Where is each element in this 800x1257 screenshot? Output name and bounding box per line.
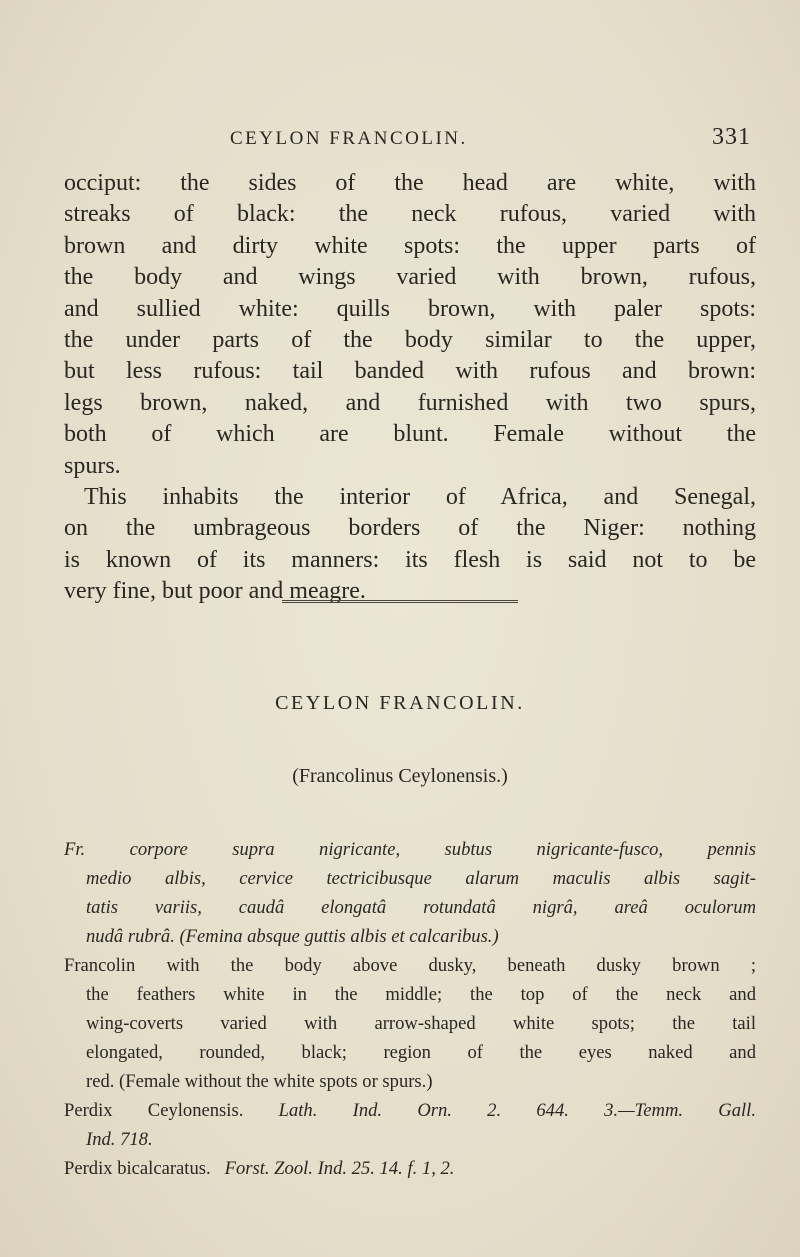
text-line: both of which are blunt. Female without the [64, 421, 756, 448]
synonym-name: Perdix Ceylonensis. [64, 1100, 244, 1121]
latin-line: tatis variis, caudâ elongatâ rotundatâ nigrâ, areâ oculorum [86, 897, 756, 918]
english-line: Francolin with the body above dusky, beneath dusky brown ; [64, 955, 756, 976]
section-divider [282, 600, 518, 603]
english-line: red. (Female without the white spots or spurs.) [86, 1071, 433, 1092]
running-title: CEYLON FRANCOLIN. [230, 128, 468, 149]
page-number: 331 [712, 124, 751, 150]
synonym-line [64, 1154, 756, 1183]
text-line: very fine, but poor and meagre. [64, 578, 366, 605]
text-line: occiput: the sides of the head are white, with [64, 170, 756, 196]
latin-line: nudâ rubrâ. (Femina absque guttis albis et calcaribus.) [86, 926, 499, 947]
latin-line: Fr. corpore supra nigricante, subtus nigricante-fusco, pennis [64, 839, 756, 860]
text-line: streaks of black: the neck rufous, varied with [64, 201, 756, 228]
english-line: wing-coverts varied with arrow-shaped white spots; the tail [86, 1013, 756, 1034]
synonym-line [64, 1096, 756, 1125]
entry-title: CEYLON FRANCOLIN. [275, 692, 525, 714]
synonym-reference-continued: Ind. 718. [86, 1129, 153, 1150]
entry-description [64, 835, 756, 1183]
text-line: is known of its manners: its flesh is said not to be [64, 546, 756, 573]
previous-entry-text [64, 168, 756, 608]
text-line: This inhabits the interior of Africa, and Senegal, [84, 484, 756, 511]
synonym-reference: Forst. Zool. Ind. 25. 14. f. 1, 2. [224, 1158, 455, 1179]
latin-line: medio albis, cervice tectricibusque alarum maculis albis sagit- [86, 868, 756, 889]
synonym-name: Perdix bicalcaratus. [64, 1158, 211, 1179]
running-head [0, 124, 800, 158]
synonym-reference: Lath. Ind. Orn. 2. 644. 3.—Temm. Gall. [278, 1100, 756, 1121]
text-line: brown and dirty white spots: the upper parts of [64, 232, 756, 259]
text-line: the body and wings varied with brown, rufous, [64, 264, 756, 291]
text-line: on the umbrageous borders of the Niger: nothing [64, 515, 756, 542]
text-line: legs brown, naked, and furnished with two spurs, [64, 389, 756, 416]
text-line: but less rufous: tail banded with rufous and brown: [64, 358, 756, 385]
text-line: the under parts of the body similar to the upper, [64, 327, 756, 354]
english-line: the feathers white in the middle; the top of the neck and [86, 984, 756, 1005]
english-line: elongated, rounded, black; region of the eyes naked and [86, 1042, 756, 1063]
text-line: spurs. [64, 452, 121, 479]
scientific-name: (Francolinus Ceylonensis.) [292, 765, 508, 787]
text-line: and sullied white: quills brown, with paler spots: [64, 295, 756, 322]
